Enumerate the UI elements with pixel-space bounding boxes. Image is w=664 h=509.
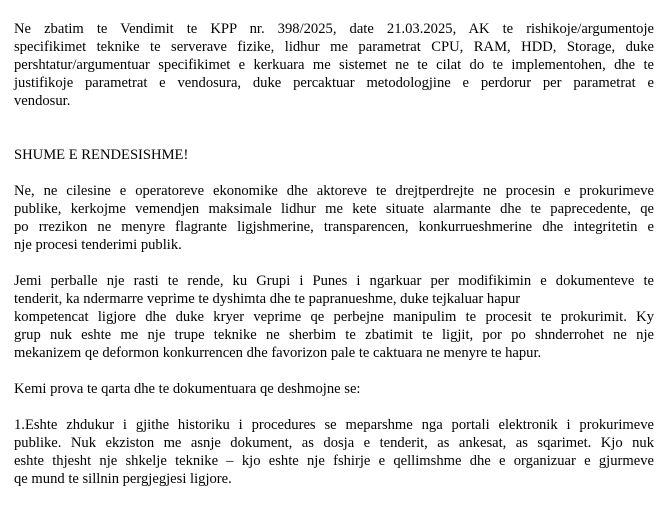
text-line: po rrezikon ne menyre flagrante ligjshmerine, transparencen, konkurrueshmerine dhe integritetin e (14, 219, 654, 235)
text-line: qe mund te sillnin pergjegjesi ligjore. (14, 471, 232, 487)
text-line: tenderit, ka ndermarre veprime te dyshimta dhe te papranueshme, duke tejkaluar hapur (14, 291, 521, 307)
text-line: vendosur. (14, 93, 71, 109)
paragraph-vendimi (14, 20, 654, 110)
document-page (14, 20, 654, 488)
text-line: grup nuk eshte me nje trupe teknike ne sherbim te zbatimit te ligjit, por po shnderrohet ne nje (14, 327, 654, 343)
text-line: 1.Eshte zhdukur i gjithe historiku i procedures se meparshme nga portali elektronik i prokurimeve (14, 417, 654, 433)
text-line: kompetencat ligjore dhe duke kryer veprime qe perbejne manipulim te procesit te prokurimit. Ky (14, 309, 654, 325)
text-line: mekanizem qe deformon konkurrencen dhe favorizon pale te caktuara ne menyre te hapur. (14, 345, 542, 361)
paragraph-grupi-punes (14, 272, 654, 362)
paragraph-prova (14, 380, 654, 398)
text-line: Ne zbatim te Vendimit te KPP nr. 398/2025, date 21.03.2025, AK te rishikoje/argumentoje (14, 21, 654, 37)
text-line: eshte thjesht nje shkelje teknike – kjo eshte nje fshirje e qellimshme dhe e organizuar e gjurmeve (14, 453, 654, 469)
text-line: Ne, ne cilesine e operatoreve ekonomike dhe aktoreve te drejtperdrejte ne procesin e prokurimeve (14, 183, 654, 199)
text-line: publike, kerkojme vemendjen maksimale lidhur me kete situate alarmante dhe te paprecedente, qe (14, 201, 654, 217)
paragraph-pika-1 (14, 416, 654, 488)
text-line: specifikimet teknike te serverave fizike, lidhur me parametrat CPU, RAM, HDD, Storage, duke (14, 39, 654, 55)
text-line: nje procesi tenderimi publik. (14, 237, 182, 253)
text-line: pershtatur/argumentuar specifikimet e kerkuara me sistemet ne te cilat do te implementohen, dhe te (14, 57, 654, 73)
text-line: justifikoje parametrat e vendosura, duke percaktuar metodologjine e perdorur per parametrat e (14, 75, 654, 91)
heading-important (14, 146, 654, 164)
text-line: publike. Nuk ekziston me asnje dokument, as dosja e tenderit, as ankesat, as sqarimet. Kjo nuk (14, 435, 654, 451)
paragraph-operatoret (14, 182, 654, 254)
text-line: Jemi perballe nje rasti te rende, ku Grupi i Punes i ngarkuar per modifikimin e dokumenteve te (14, 273, 654, 289)
text-line: Kemi prova te qarta dhe te dokumentuara qe deshmojne se: (14, 381, 361, 397)
heading-text: SHUME E RENDESISHME! (14, 147, 189, 163)
